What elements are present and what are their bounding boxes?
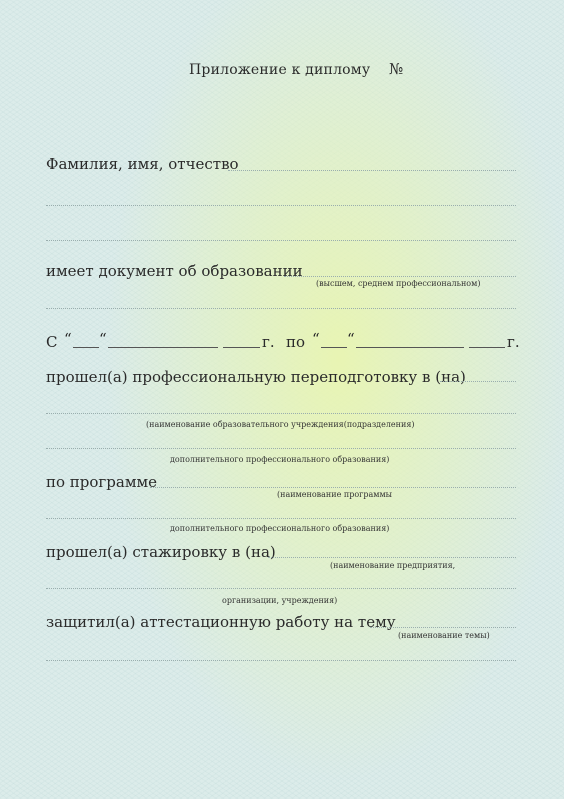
title-text: Приложение к диплому bbox=[189, 62, 371, 78]
thesis-line-2[interactable] bbox=[46, 660, 516, 661]
period-from-label: С bbox=[46, 333, 58, 351]
day-from-field[interactable] bbox=[73, 347, 99, 348]
document-line-2[interactable] bbox=[46, 308, 516, 309]
program-line-2[interactable] bbox=[46, 518, 516, 519]
retraining-line-2[interactable] bbox=[46, 413, 516, 414]
theme-hint: (наименование темы) bbox=[398, 631, 490, 640]
program-hint: (наименование программы bbox=[277, 490, 393, 499]
thesis-label: защитил(а) аттестационную работу на тему bbox=[46, 613, 396, 631]
quote-open-2: “ bbox=[312, 330, 320, 348]
year-to-suffix: г. bbox=[507, 333, 520, 351]
fio-line-1[interactable] bbox=[228, 170, 516, 171]
month-to-field[interactable] bbox=[356, 347, 464, 348]
period-to-label: по bbox=[286, 333, 306, 351]
program-line-1[interactable] bbox=[150, 487, 516, 488]
year-to-field[interactable] bbox=[469, 347, 505, 348]
dpo-hint-2: дополнительного профессионального образования) bbox=[170, 524, 390, 533]
month-from-field[interactable] bbox=[108, 347, 218, 348]
org-hint: организации, учреждения) bbox=[222, 596, 338, 605]
document-label: имеет документ об образовании bbox=[46, 262, 303, 280]
fio-line-2[interactable] bbox=[46, 205, 516, 206]
quote-close-1: “ bbox=[99, 330, 107, 348]
internship-line-2[interactable] bbox=[46, 588, 516, 589]
document-line-1[interactable] bbox=[284, 276, 516, 277]
retraining-label: прошел(а) профессиональную переподготовку в (на) bbox=[46, 368, 466, 386]
program-label: по программе bbox=[46, 473, 158, 491]
enterprise-hint: (наименование предприятия, bbox=[330, 561, 456, 570]
institution-hint: (наименование образовательного учреждения(подразделения) bbox=[146, 420, 415, 429]
page-title bbox=[189, 60, 403, 78]
year-from-field[interactable] bbox=[223, 347, 260, 348]
quote-open-1: “ bbox=[64, 330, 72, 348]
quote-close-2: “ bbox=[347, 330, 355, 348]
internship-label: прошел(а) стажировку в (на) bbox=[46, 543, 276, 561]
retraining-line-3[interactable] bbox=[46, 448, 516, 449]
retraining-line-1[interactable] bbox=[440, 381, 516, 382]
fio-label: Фамилия, имя, отчество bbox=[46, 155, 239, 173]
day-to-field[interactable] bbox=[321, 347, 347, 348]
dpo-hint-1: дополнительного профессионального образования) bbox=[170, 455, 390, 464]
number-sign: № bbox=[388, 60, 404, 78]
document-hint: (высшем, среднем профессиональном) bbox=[316, 279, 481, 288]
year-from-suffix: г. bbox=[262, 333, 275, 351]
fio-line-3[interactable] bbox=[46, 240, 516, 241]
internship-line-1[interactable] bbox=[268, 557, 516, 558]
thesis-line-1[interactable] bbox=[370, 627, 516, 628]
